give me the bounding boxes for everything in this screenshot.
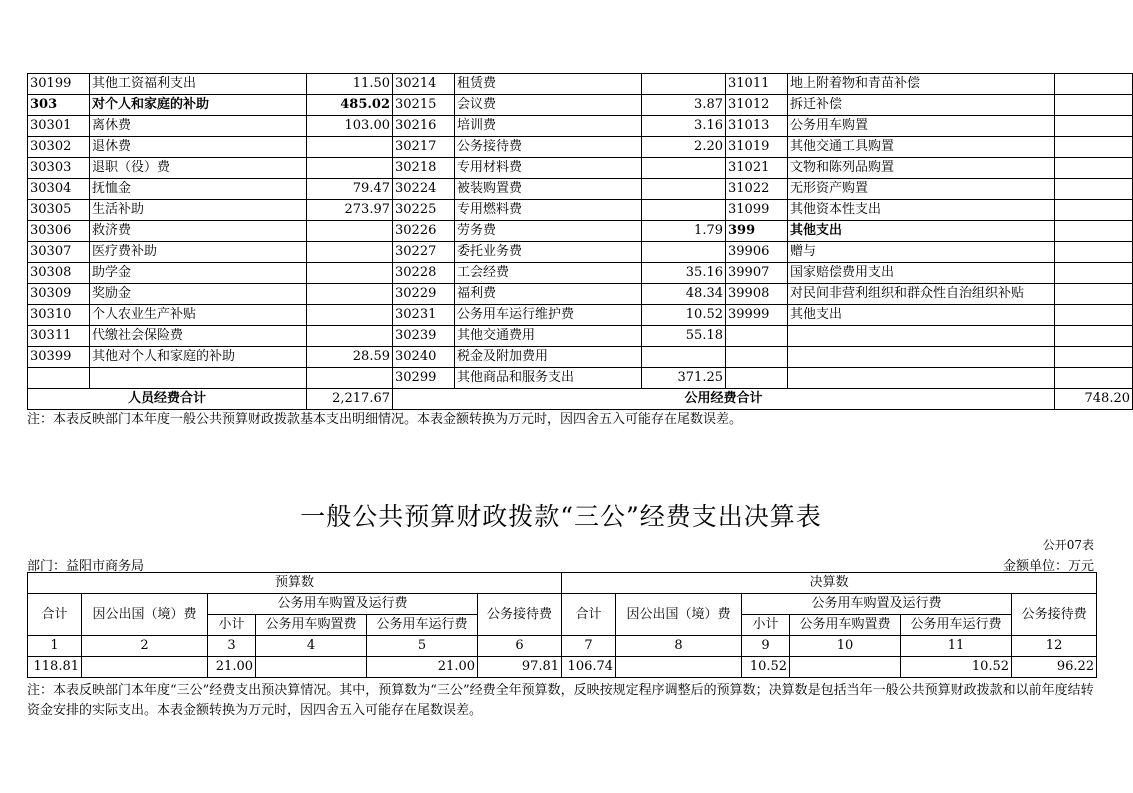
amount-cell: 48.34 [642, 284, 726, 305]
budget-vehicle-purchase-header: 公务用车购置费 [256, 615, 367, 636]
column-number-cell: 6 [478, 636, 562, 657]
budget-vehicle-header: 公务用车购置及运行费 [208, 594, 478, 615]
econ-code-cell: 31013 [726, 116, 788, 137]
item-name-cell: 其他对个人和家庭的补助 [90, 347, 307, 368]
three-public-expenditure-table [27, 572, 1097, 678]
econ-code-cell: 30199 [28, 74, 90, 95]
amount-cell [1055, 158, 1133, 179]
econ-code-cell: 30228 [393, 263, 455, 284]
personnel-total-label: 人员经费合计 [28, 389, 307, 410]
item-name-cell: 对民间非营利组织和群众性自治组织补贴 [788, 284, 1055, 305]
item-name-cell: 其他资本性支出 [788, 200, 1055, 221]
column-number-cell: 9 [742, 636, 790, 657]
amount-cell [307, 221, 393, 242]
item-name-cell: 公务用车购置 [788, 116, 1055, 137]
econ-code-cell: 31099 [726, 200, 788, 221]
econ-code-cell: 31012 [726, 95, 788, 116]
amount-cell [307, 326, 393, 347]
table-row [28, 347, 1133, 368]
table-row [28, 116, 1133, 137]
value-cell: 21.00 [367, 657, 478, 678]
item-name-cell: 专用材料费 [455, 158, 642, 179]
econ-code-cell: 30308 [28, 263, 90, 284]
amount-cell: 273.97 [307, 200, 393, 221]
table-row [28, 158, 1133, 179]
detail-note: 注：本表反映部门本年度一般公共预算财政拨款基本支出明细情况。本表金额转换为万元时，因四舍五入可能存在尾数误差。 [27, 412, 743, 427]
item-name-cell: 国家赔偿费用支出 [788, 263, 1055, 284]
econ-code-cell [726, 368, 788, 389]
amount-cell [1055, 284, 1133, 305]
header-row-2 [28, 594, 1097, 615]
item-name-cell: 专用燃料费 [455, 200, 642, 221]
column-number-row [28, 636, 1097, 657]
amount-cell [307, 263, 393, 284]
budget-subtotal-header: 小计 [208, 615, 256, 636]
column-number-cell: 3 [208, 636, 256, 657]
item-name-cell: 其他交通费用 [455, 326, 642, 347]
econ-code-cell: 30226 [393, 221, 455, 242]
value-cell [616, 657, 742, 678]
item-name-cell: 离休费 [90, 116, 307, 137]
column-number-cell: 4 [256, 636, 367, 657]
item-name-cell: 其他支出 [788, 305, 1055, 326]
value-row [28, 657, 1097, 678]
table-row [28, 137, 1133, 158]
table-row [28, 242, 1133, 263]
item-name-cell: 福利费 [455, 284, 642, 305]
column-number-cell: 5 [367, 636, 478, 657]
column-number-cell: 12 [1012, 636, 1097, 657]
amount-cell [1055, 326, 1133, 347]
value-cell: 96.22 [1012, 657, 1097, 678]
amount-cell: 10.52 [642, 305, 726, 326]
amount-cell [1055, 221, 1133, 242]
amount-cell [642, 74, 726, 95]
amount-cell: 371.25 [642, 368, 726, 389]
econ-code-cell: 30224 [393, 179, 455, 200]
item-name-cell: 代缴社会保险费 [90, 326, 307, 347]
item-name-cell [788, 347, 1055, 368]
value-cell: 118.81 [28, 657, 82, 678]
item-name-cell [788, 326, 1055, 347]
column-number-cell: 1 [28, 636, 82, 657]
econ-code-cell: 30302 [28, 137, 90, 158]
public-total-value: 748.20 [1055, 389, 1133, 410]
amount-cell: 11.50 [307, 74, 393, 95]
econ-code-cell [726, 326, 788, 347]
econ-code-cell: 30227 [393, 242, 455, 263]
econ-code-cell: 30240 [393, 347, 455, 368]
amount-cell [307, 284, 393, 305]
econ-code-cell: 30217 [393, 137, 455, 158]
amount-cell [1055, 200, 1133, 221]
amount-cell [1055, 74, 1133, 95]
item-name-cell: 劳务费 [455, 221, 642, 242]
column-number-cell: 11 [901, 636, 1012, 657]
econ-code-cell: 30307 [28, 242, 90, 263]
econ-code-cell: 39906 [726, 242, 788, 263]
budget-total-header: 合计 [28, 594, 82, 636]
item-name-cell: 会议费 [455, 95, 642, 116]
value-cell [82, 657, 208, 678]
table-row [28, 263, 1133, 284]
amount-cell [307, 158, 393, 179]
table-row [28, 200, 1133, 221]
department-label: 部门：益阳市商务局 [27, 559, 145, 574]
amount-cell [1055, 347, 1133, 368]
amount-cell: 28.59 [307, 347, 393, 368]
amount-cell: 55.18 [642, 326, 726, 347]
amount-cell [1055, 116, 1133, 137]
final-abroad-header: 因公出国（境）费 [616, 594, 742, 636]
econ-code-cell: 30399 [28, 347, 90, 368]
econ-code-cell: 31021 [726, 158, 788, 179]
table-row [28, 74, 1133, 95]
econ-code-cell [726, 347, 788, 368]
econ-code-cell: 39999 [726, 305, 788, 326]
amount-cell [1055, 368, 1133, 389]
item-name-cell: 无形资产购置 [788, 179, 1055, 200]
econ-code-cell: 30218 [393, 158, 455, 179]
final-vehicle-operation-header: 公务用车运行费 [901, 615, 1012, 636]
econ-code-cell: 31011 [726, 74, 788, 95]
form-number: 公开07表 [1042, 538, 1094, 552]
table-row [28, 95, 1133, 116]
econ-code-cell: 30311 [28, 326, 90, 347]
basic-expenditure-detail-table [27, 73, 1133, 410]
column-number-cell: 7 [562, 636, 616, 657]
econ-code-cell: 30301 [28, 116, 90, 137]
econ-code-cell: 30304 [28, 179, 90, 200]
budget-abroad-header: 因公出国（境）费 [82, 594, 208, 636]
budget-reception-header: 公务接待费 [478, 594, 562, 636]
item-name-cell [788, 368, 1055, 389]
detail-total-row [28, 389, 1133, 410]
three-public-note: 注：本表反映部门本年度“三公”经费支出预决算情况。其中，预算数为“三公”经费全年预算数，反映按规定程序调整后的预算数；决算数是包括当年一般公共预算财政拨款和以前年度结转资金安排的实际支出。本表金额转换为万元时，因四舍五入可能存在尾数误差。 [27, 683, 1094, 718]
amount-cell: 485.02 [307, 95, 393, 116]
item-name-cell: 租赁费 [455, 74, 642, 95]
item-name-cell: 拆迁补偿 [788, 95, 1055, 116]
econ-code-cell: 30306 [28, 221, 90, 242]
table-row [28, 305, 1133, 326]
econ-code-cell: 30239 [393, 326, 455, 347]
public-total-label: 公用经费合计 [393, 389, 1055, 410]
value-cell [256, 657, 367, 678]
item-name-cell: 公务接待费 [455, 137, 642, 158]
budget-vehicle-operation-header: 公务用车运行费 [367, 615, 478, 636]
item-name-cell: 退职（役）费 [90, 158, 307, 179]
column-number-cell: 10 [790, 636, 901, 657]
econ-code-cell: 303 [28, 95, 90, 116]
econ-code-cell: 399 [726, 221, 788, 242]
econ-code-cell: 30309 [28, 284, 90, 305]
amount-cell: 35.16 [642, 263, 726, 284]
item-name-cell: 文物和陈列品购置 [788, 158, 1055, 179]
item-name-cell: 退休费 [90, 137, 307, 158]
item-name-cell: 工会经费 [455, 263, 642, 284]
amount-cell [1055, 137, 1133, 158]
column-number-cell: 8 [616, 636, 742, 657]
amount-cell [307, 242, 393, 263]
value-cell: 97.81 [478, 657, 562, 678]
amount-cell [1055, 242, 1133, 263]
item-name-cell: 其他商品和服务支出 [455, 368, 642, 389]
econ-code-cell: 30231 [393, 305, 455, 326]
amount-cell: 3.16 [642, 116, 726, 137]
amount-cell: 79.47 [307, 179, 393, 200]
value-cell: 21.00 [208, 657, 256, 678]
item-name-cell: 其他交通工具购置 [788, 137, 1055, 158]
econ-code-cell: 30216 [393, 116, 455, 137]
amount-cell [307, 305, 393, 326]
amount-cell [307, 368, 393, 389]
amount-cell: 103.00 [307, 116, 393, 137]
item-name-cell: 救济费 [90, 221, 307, 242]
personnel-total-value: 2,217.67 [307, 389, 393, 410]
amount-cell [642, 242, 726, 263]
amount-cell [1055, 263, 1133, 284]
econ-code-cell: 30214 [393, 74, 455, 95]
econ-code-cell: 30305 [28, 200, 90, 221]
amount-cell [1055, 95, 1133, 116]
detail-table-body [28, 74, 1133, 389]
econ-code-cell: 31019 [726, 137, 788, 158]
item-name-cell: 助学金 [90, 263, 307, 284]
econ-code-cell [28, 368, 90, 389]
econ-code-cell: 30215 [393, 95, 455, 116]
econ-code-cell: 31022 [726, 179, 788, 200]
value-cell: 10.52 [901, 657, 1012, 678]
column-number-cell: 2 [82, 636, 208, 657]
final-subtotal-header: 小计 [742, 615, 790, 636]
item-name-cell: 地上附着物和青苗补偿 [788, 74, 1055, 95]
econ-code-cell: 30303 [28, 158, 90, 179]
econ-code-cell: 30310 [28, 305, 90, 326]
amount-cell [642, 347, 726, 368]
item-name-cell [90, 368, 307, 389]
final-vehicle-header: 公务用车购置及运行费 [742, 594, 1012, 615]
item-name-cell: 抚恤金 [90, 179, 307, 200]
econ-code-cell: 30299 [393, 368, 455, 389]
amount-cell [642, 179, 726, 200]
table-row [28, 326, 1133, 347]
page-title: 一般公共预算财政拨款“三公”经费支出决算表 [300, 502, 822, 531]
econ-code-cell: 30225 [393, 200, 455, 221]
final-total-header: 合计 [562, 594, 616, 636]
amount-cell [1055, 305, 1133, 326]
item-name-cell: 奖励金 [90, 284, 307, 305]
item-name-cell: 委托业务费 [455, 242, 642, 263]
value-cell: 106.74 [562, 657, 616, 678]
table-row [28, 221, 1133, 242]
econ-code-cell: 39908 [726, 284, 788, 305]
econ-code-cell: 39907 [726, 263, 788, 284]
value-cell [790, 657, 901, 678]
item-name-cell: 其他工资福利支出 [90, 74, 307, 95]
amount-cell: 3.87 [642, 95, 726, 116]
item-name-cell: 生活补助 [90, 200, 307, 221]
item-name-cell: 被装购置费 [455, 179, 642, 200]
item-name-cell: 赠与 [788, 242, 1055, 263]
amount-cell [642, 158, 726, 179]
table-row [28, 284, 1133, 305]
item-name-cell: 培训费 [455, 116, 642, 137]
table-row [28, 368, 1133, 389]
amount-cell [642, 200, 726, 221]
final-reception-header: 公务接待费 [1012, 594, 1097, 636]
amount-cell [307, 137, 393, 158]
value-cell: 10.52 [742, 657, 790, 678]
final-header: 决算数 [562, 573, 1097, 594]
item-name-cell: 其他支出 [788, 221, 1055, 242]
amount-cell: 2.20 [642, 137, 726, 158]
amount-cell [1055, 179, 1133, 200]
final-vehicle-purchase-header: 公务用车购置费 [790, 615, 901, 636]
header-row-1 [28, 573, 1097, 594]
amount-cell: 1.79 [642, 221, 726, 242]
item-name-cell: 医疗费补助 [90, 242, 307, 263]
item-name-cell: 税金及附加费用 [455, 347, 642, 368]
item-name-cell: 公务用车运行维护费 [455, 305, 642, 326]
amount-unit-label: 金额单位：万元 [1002, 559, 1094, 574]
table-row [28, 179, 1133, 200]
econ-code-cell: 30229 [393, 284, 455, 305]
item-name-cell: 对个人和家庭的补助 [90, 95, 307, 116]
budget-header: 预算数 [28, 573, 562, 594]
item-name-cell: 个人农业生产补贴 [90, 305, 307, 326]
